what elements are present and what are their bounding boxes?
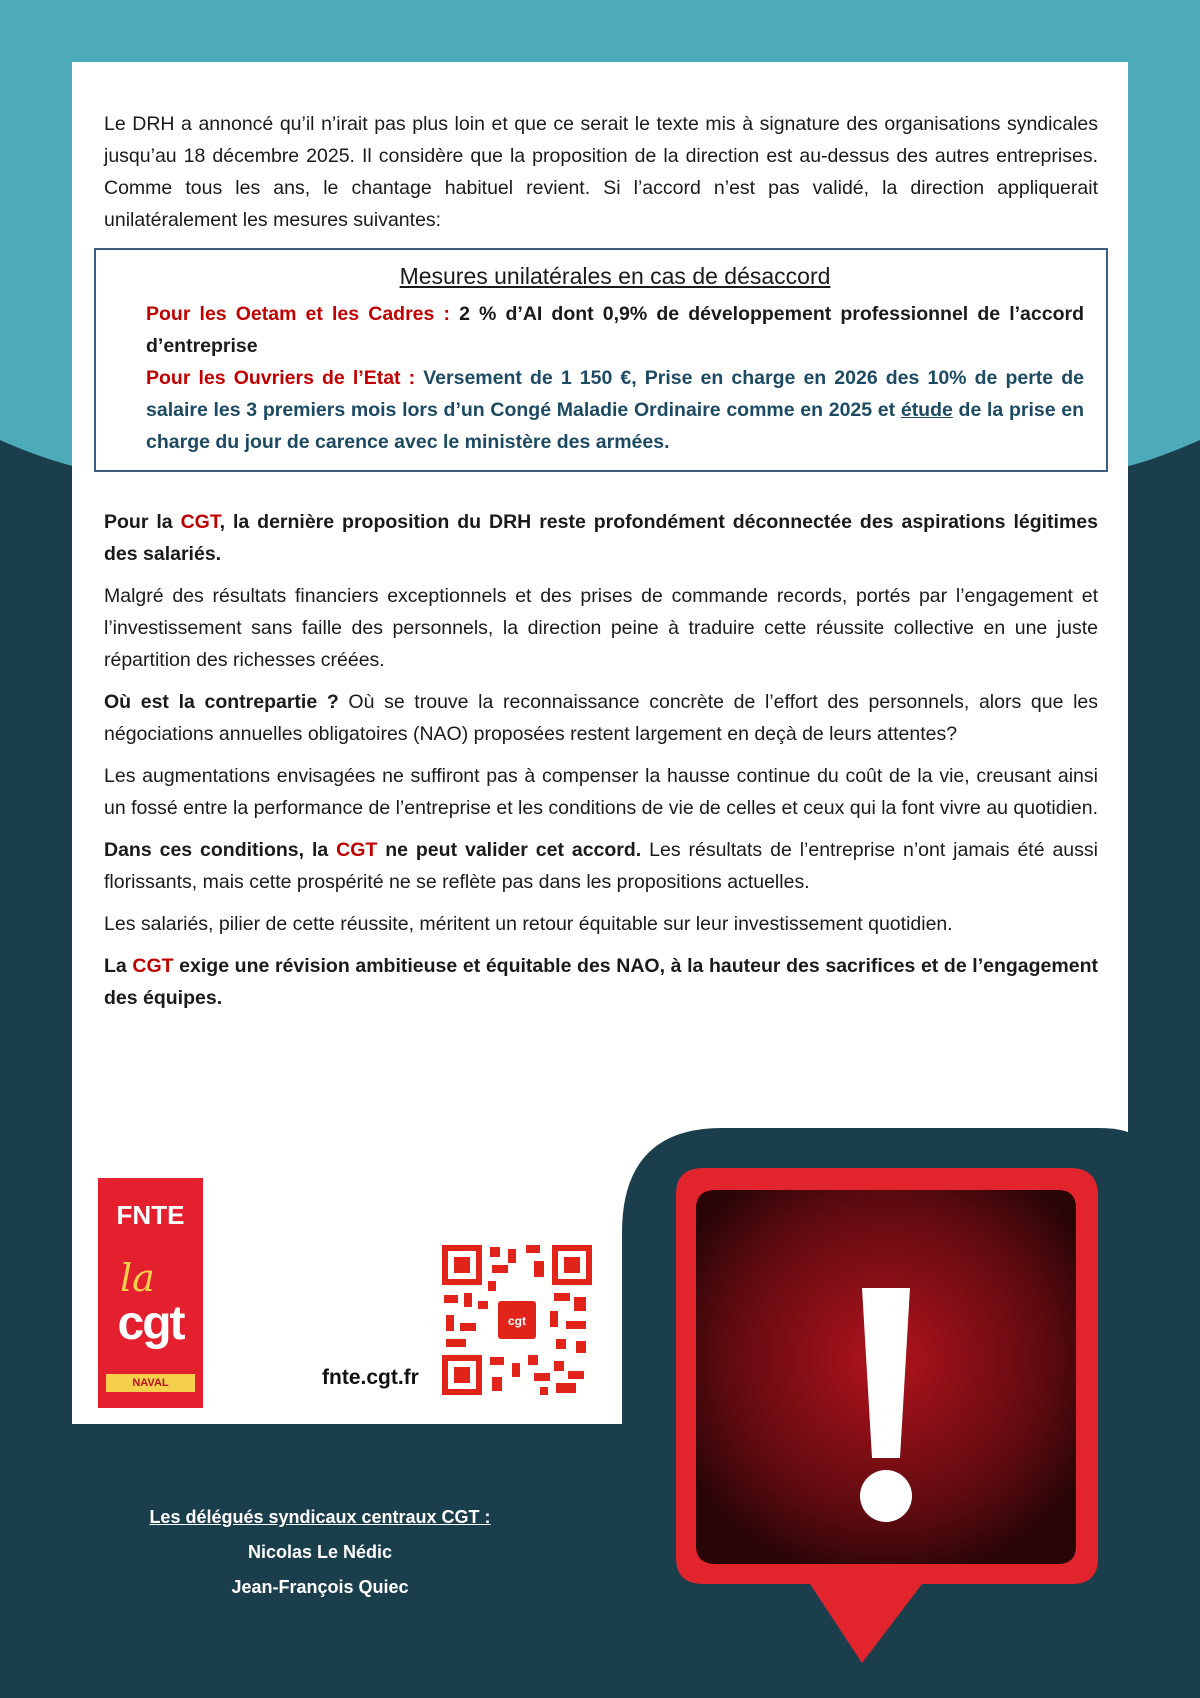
alert-panel	[622, 1128, 1200, 1698]
paragraph-exige: La CGT exige une révision ambitieuse et équitable des NAO, à la hauteur des sacrifices et de l’engagement des équipes.	[104, 955, 1098, 1009]
qr-code[interactable]	[442, 1245, 592, 1395]
measure-ouvriers-etat: Pour les Ouvriers de l’Etat : Versement de 1 150 €, Prise en charge en 2026 des 10% de perte de salaire les 3 premiers mois lors d’un Congé Maladie Ordinaire comme en 2025 et étude de la prise en charge du jour de carence avec le ministère des armées.	[146, 367, 1084, 453]
qr-center-text: cgt	[508, 1314, 526, 1328]
paragraph-salaries: Les salariés, pilier de cette réussite, méritent un retour équitable sur leur investissement quotidien.	[104, 913, 953, 935]
paragraph-contrepartie: Où est la contrepartie ? Où se trouve la reconnaissance concrète de l’effort des personnels, alors que les négociations annuelles obligatoires (NAO) proposées restent largement en deçà de leurs attentes?	[104, 691, 1098, 745]
signatory-name: Nicolas Le Nédic	[247, 1542, 393, 1562]
measures-box	[94, 248, 1108, 472]
paragraph-conditions: Dans ces conditions, la CGT ne peut valider cet accord. Les résultats de l’entreprise n’ont jamais été aussi florissants, mais cette prospérité ne se reflète pas dans les propositions actuelles.	[104, 839, 1098, 893]
paragraph-cgt-position: Pour la CGT, la dernière proposition du DRH reste profondément déconnectée des aspirations légitimes des salariés.	[104, 511, 1098, 565]
website-link[interactable]: fnte.cgt.fr	[322, 1366, 419, 1389]
signatory-name: Jean-François Quiec	[231, 1577, 409, 1597]
fnte-cgt-logo: FNTE la cgt NAVAL	[98, 1178, 203, 1408]
measure-oetam-cadres: Pour les Oetam et les Cadres : 2 % d’AI dont 0,9% de développement professionnel de l’accord d’entreprise	[146, 303, 1084, 357]
signatories	[120, 1500, 520, 1605]
signatories-title: Les délégués syndicaux centraux CGT :	[149, 1507, 491, 1527]
paragraph-augmentations: Les augmentations envisagées ne suffiront pas à compenser la hausse continue du coût de la vie, creusant ainsi un fossé entre la performance de l’entreprise et les conditions de vie de celles et ceux qui la font vivre au quotidien.	[104, 765, 1098, 819]
intro-paragraph: Le DRH a annoncé qu’il n’irait pas plus loin et que ce serait le texte mis à signature des organisations syndicales jusqu’au 18 décembre 2025. Il considère que la proposition de la direction est au-dessus des autres entreprises. Comme tous les ans, le chantage habituel revient. Si l’accord n’est pas validé, la direction appliquerait unilatéralement les mesures suivantes:	[104, 113, 1098, 231]
measures-title: Mesures unilatérales en cas de désaccord	[399, 263, 831, 289]
main-text	[104, 108, 1098, 1024]
paragraph-results: Malgré des résultats financiers exceptionnels et des prises de commande records, portés par l’engagement et l’investissement sans faille des personnels, la direction peine à traduire cette réussite collective en une juste répartition des richesses créées.	[104, 585, 1098, 671]
